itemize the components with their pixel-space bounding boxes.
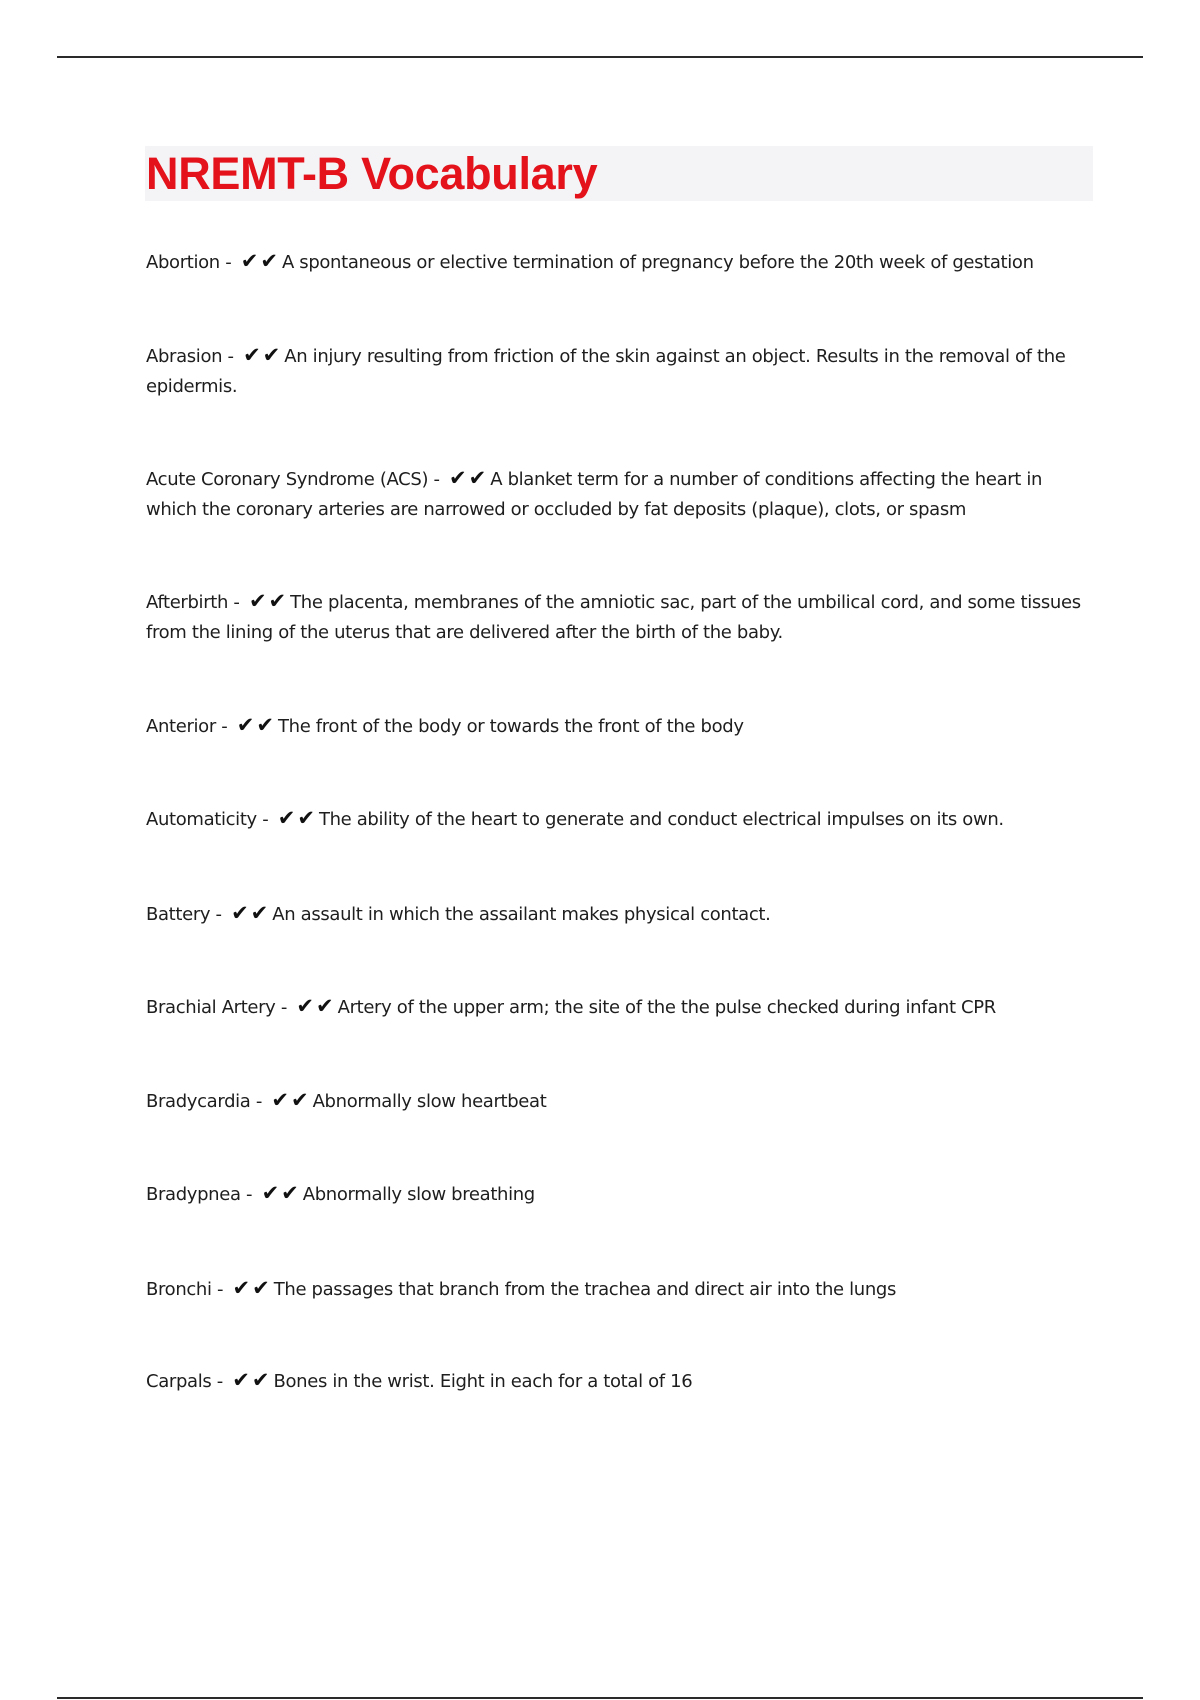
- vocab-term: Bradypnea: [146, 1184, 241, 1205]
- double-check-icon: ✔✔: [236, 713, 276, 737]
- term-separator: -: [217, 1279, 224, 1300]
- double-check-icon: ✔✔: [277, 806, 317, 830]
- page-title: NREMT-B Vocabulary: [146, 148, 598, 199]
- term-separator: -: [215, 904, 222, 925]
- vocab-term: Battery: [146, 904, 211, 925]
- vocab-entry: [146, 340, 1096, 402]
- vocab-term: Brachial Artery: [146, 997, 276, 1018]
- vocab-term: Acute Coronary Syndrome (ACS): [146, 469, 429, 490]
- vocab-definition: A spontaneous or elective termination of pregnancy before the 20th week of gestation: [281, 252, 1034, 273]
- vocab-entry: [146, 586, 1096, 648]
- term-separator: -: [225, 252, 232, 273]
- vocab-entry: [146, 1365, 1096, 1397]
- vocab-entry: [146, 463, 1096, 525]
- top-rule: [57, 56, 1143, 58]
- term-separator: -: [233, 592, 240, 613]
- vocab-term: Afterbirth: [146, 592, 229, 613]
- double-check-icon: ✔✔: [449, 466, 489, 490]
- vocab-definition: The front of the body or towards the front of the body: [277, 716, 744, 737]
- vocab-entry: [146, 1273, 1096, 1305]
- term-separator: -: [221, 716, 228, 737]
- vocab-definition: Bones in the wrist. Eight in each for a total of 16: [273, 1371, 693, 1392]
- vocab-entry: [146, 991, 1096, 1023]
- double-check-icon: ✔✔: [232, 1276, 272, 1300]
- term-separator: -: [216, 1371, 223, 1392]
- vocab-entry: [146, 1178, 1096, 1210]
- bottom-rule: [57, 1697, 1143, 1699]
- vocab-term: Carpals: [146, 1371, 212, 1392]
- double-check-icon: ✔✔: [248, 589, 289, 613]
- double-check-icon: ✔✔: [240, 249, 280, 273]
- double-check-icon: ✔✔: [232, 1368, 272, 1392]
- vocab-entry: [146, 898, 1096, 930]
- vocab-entry: [146, 246, 1096, 278]
- double-check-icon: ✔✔: [243, 343, 283, 367]
- vocab-term: Bradycardia: [146, 1091, 251, 1112]
- vocab-definition: The placenta, membranes of the amniotic sac, part of the umbilical cord, and some tissues from the lining of the uterus that are delivered after the birth of the baby.: [146, 592, 1081, 643]
- term-separator: -: [246, 1184, 253, 1205]
- vocab-definition: An injury resulting from friction of the skin against an object. Results in the removal of the epidermis.: [146, 346, 1066, 397]
- vocab-definition: Abnormally slow heartbeat: [312, 1091, 547, 1112]
- term-separator: -: [255, 1091, 263, 1112]
- vocab-entry: [146, 1085, 1096, 1117]
- vocab-term: Automaticity: [146, 809, 257, 830]
- vocab-definition: Abnormally slow breathing: [302, 1184, 535, 1205]
- term-separator: -: [262, 809, 269, 830]
- vocab-term: Bronchi: [146, 1279, 212, 1300]
- vocab-term: Abrasion: [146, 346, 223, 367]
- double-check-icon: ✔✔: [296, 994, 336, 1018]
- term-separator: -: [433, 469, 440, 490]
- double-check-icon: ✔✔: [271, 1088, 311, 1112]
- double-check-icon: ✔✔: [261, 1181, 301, 1205]
- vocab-definition: A blanket term for a number of conditions affecting the heart in which the coronary arteries are narrowed or occluded by fat deposits (plaque), clots, or spasm: [146, 469, 1043, 520]
- vocab-term: Abortion: [146, 252, 220, 273]
- vocab-entry: [146, 710, 1096, 742]
- vocab-definition: The ability of the heart to generate and conduct electrical impulses on its own.: [318, 809, 1004, 830]
- vocab-definition: An assault in which the assailant makes physical contact.: [272, 904, 771, 925]
- vocab-definition: Artery of the upper arm; the site of the the pulse checked during infant CPR: [337, 997, 996, 1018]
- vocab-term: Anterior: [146, 716, 216, 737]
- double-check-icon: ✔✔: [231, 901, 271, 925]
- term-separator: -: [280, 997, 288, 1018]
- vocab-definition: The passages that branch from the trachea and direct air into the lungs: [273, 1279, 897, 1300]
- vocab-entry: [146, 803, 1096, 835]
- term-separator: -: [227, 346, 234, 367]
